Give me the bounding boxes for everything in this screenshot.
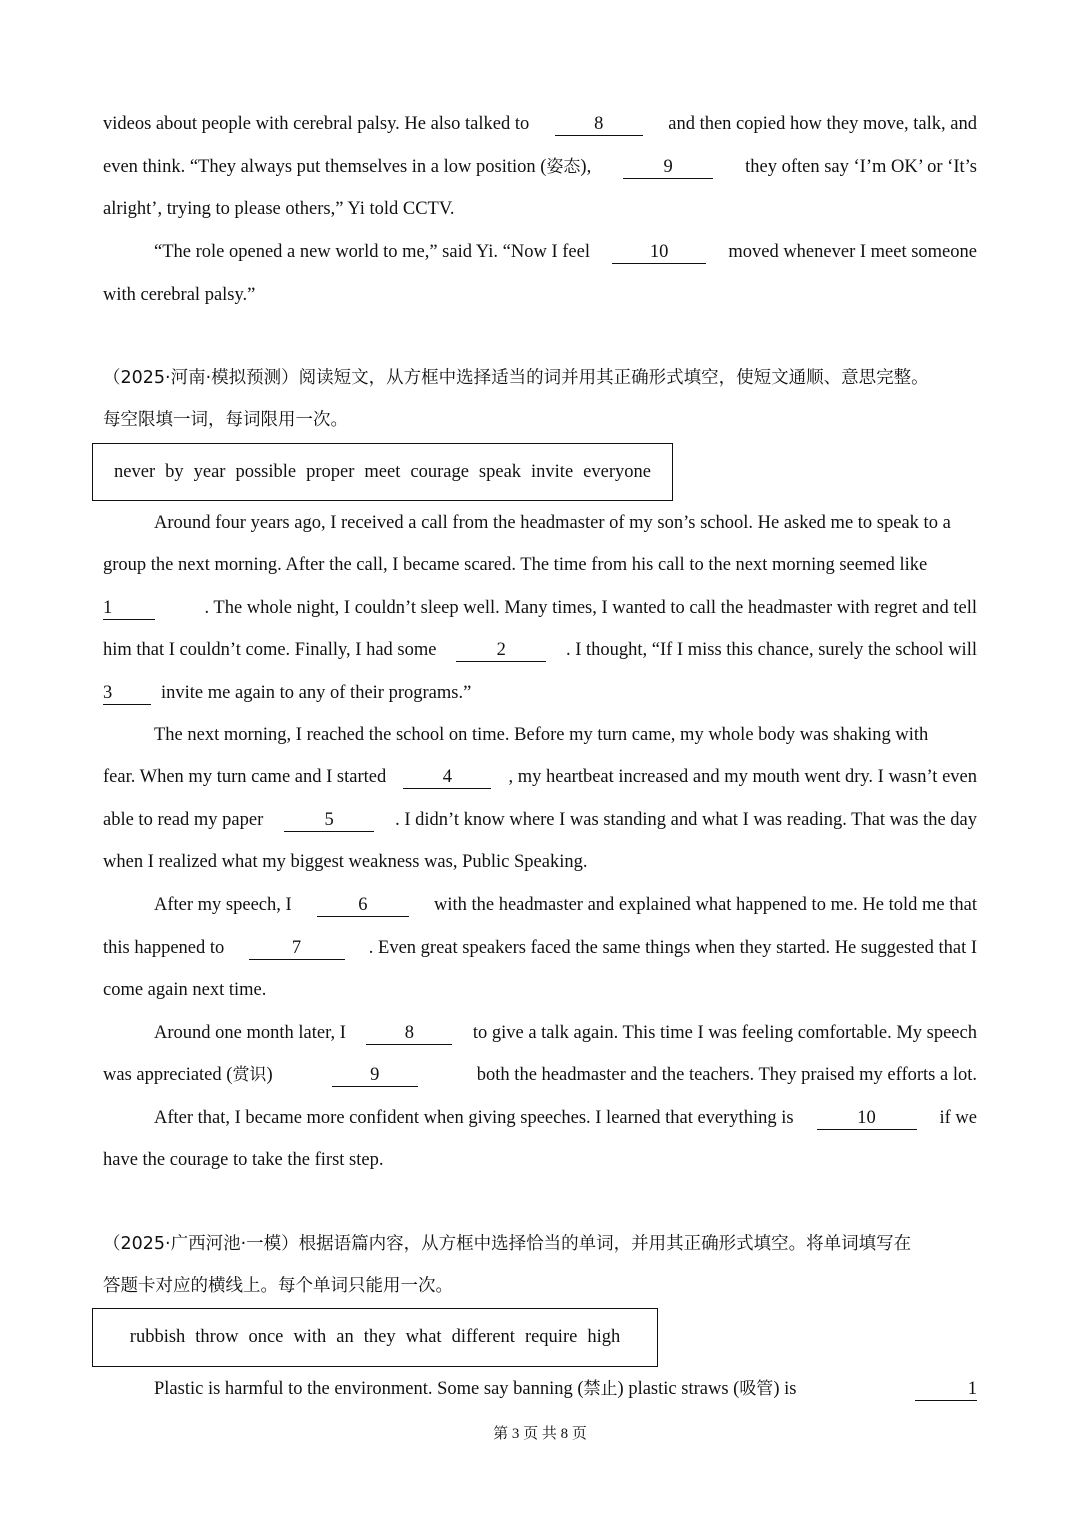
- page-total: 8: [560, 1426, 569, 1442]
- blank-7: 7: [249, 939, 345, 960]
- blank-6: 6: [317, 896, 409, 917]
- blank-9: 9: [623, 158, 713, 179]
- word: require: [524, 1327, 578, 1347]
- text-line: this happened to 7 . Even great speakers faced the same things when they started. He suggested that I: [103, 938, 977, 958]
- word: never: [114, 461, 156, 482]
- blank-1: 1: [915, 1380, 977, 1401]
- word: by: [165, 461, 184, 482]
- text: alright’, trying to please others,” Yi told CCTV.: [103, 199, 455, 219]
- blank-9: 9: [332, 1066, 418, 1087]
- word: everyone: [583, 461, 651, 482]
- text-line: [103, 286, 977, 305]
- word: proper: [306, 461, 355, 482]
- text-line: The next morning, I reached the school on time. Before my turn came, my whole body was shaking with: [154, 725, 929, 745]
- text-line: 3 invite me again to any of their programs.”: [103, 683, 472, 703]
- text: they often say ‘I’m OK’ or ‘It’s: [745, 157, 977, 177]
- word: once: [248, 1327, 284, 1347]
- text-line: able to read my paper 5 . I didn’t know where I was standing and what I was reading. That was the day: [103, 810, 977, 830]
- section-heading: 答题卡对应的横线上。每个单词只能用一次。: [103, 1276, 453, 1296]
- text-line: him that I couldn’t come. Finally, I had some 2 . I thought, “If I miss this chance, surely the school will: [103, 640, 977, 660]
- word: courage: [410, 461, 469, 482]
- blank-8: 8: [555, 115, 643, 136]
- blank-10: 10: [817, 1109, 917, 1130]
- word: rubbish: [129, 1327, 186, 1347]
- section-heading: （2025·河南·模拟预测）阅读短文，从方框中选择适当的词并用其正确形式填空，使短文通顺、意思完整。: [103, 368, 929, 388]
- word: possible: [235, 461, 297, 482]
- text-line: [103, 115, 977, 136]
- word: speak: [478, 461, 522, 482]
- text-line: [103, 200, 977, 219]
- section-heading: （2025·广西河池·一模）根据语篇内容，从方框中选择恰当的单词，并用其正确形式填空。将单词填写在: [103, 1234, 912, 1254]
- word: they: [363, 1327, 396, 1347]
- text-line: [154, 243, 977, 264]
- blank-10: 10: [612, 243, 706, 264]
- word: throw: [195, 1327, 239, 1347]
- text-line: come again next time.: [103, 980, 267, 1000]
- text-line: have the courage to take the first step.: [103, 1150, 384, 1170]
- page-number: 3: [511, 1426, 520, 1442]
- word: an: [336, 1327, 354, 1347]
- word: with: [293, 1327, 327, 1347]
- text-line: Around four years ago, I received a call from the headmaster of my son’s school. He asked me to speak to a: [154, 513, 951, 533]
- word: year: [193, 461, 226, 482]
- text-line: group the next morning. After the call, I became scared. The time from his call to the next morning seemed like: [103, 555, 928, 575]
- text: with cerebral palsy.”: [103, 285, 256, 305]
- blank-4: 4: [403, 768, 491, 789]
- text: and then copied how they move, talk, and: [668, 114, 977, 134]
- blank-3: 3: [103, 684, 151, 705]
- word-box: [92, 1308, 658, 1367]
- text-line: Around one month later, I 8 to give a talk again. This time I was feeling comfortable. My speech: [154, 1023, 977, 1043]
- word: high: [587, 1327, 621, 1347]
- text-line: After that, I became more confident when giving speeches. I learned that everything is 10 if we: [154, 1108, 977, 1128]
- page-footer: 第 3 页 共 8 页: [493, 1424, 587, 1442]
- text-line: was appreciated (赏识) 9 both the headmaster and the teachers. They praised my efforts a lot.: [103, 1065, 977, 1085]
- blank-8: 8: [366, 1024, 452, 1045]
- word: invite: [531, 461, 574, 482]
- text-line: fear. When my turn came and I started 4 , my heartbeat increased and my mouth went dry. I wasn’t even: [103, 767, 977, 787]
- text-line: when I realized what my biggest weakness was, Public Speaking.: [103, 852, 588, 872]
- word-box: [92, 443, 673, 501]
- text: even think. “They always put themselves in a low position (姿态),: [103, 157, 592, 177]
- section-heading: 每空限填一词，每词限用一次。: [103, 410, 348, 430]
- word: what: [405, 1327, 442, 1347]
- text-line: Plastic is harmful to the environment. Some say banning (禁止) plastic straws (吸管) is 1: [154, 1379, 977, 1399]
- word: meet: [364, 461, 401, 482]
- blank-2: 2: [456, 641, 546, 662]
- text-line: [103, 158, 977, 179]
- blank-1: 1: [103, 599, 155, 620]
- text: moved whenever I meet someone: [728, 242, 977, 262]
- text-line: After my speech, I 6 with the headmaster and explained what happened to me. He told me that: [154, 895, 977, 915]
- word: different: [451, 1327, 515, 1347]
- text: videos about people with cerebral palsy. He also talked to: [103, 114, 530, 134]
- text: “The role opened a new world to me,” said Yi. “Now I feel: [154, 242, 590, 262]
- blank-5: 5: [284, 811, 374, 832]
- text-line: 1 . The whole night, I couldn’t sleep well. Many times, I wanted to call the headmaster with regret and tell: [103, 598, 977, 618]
